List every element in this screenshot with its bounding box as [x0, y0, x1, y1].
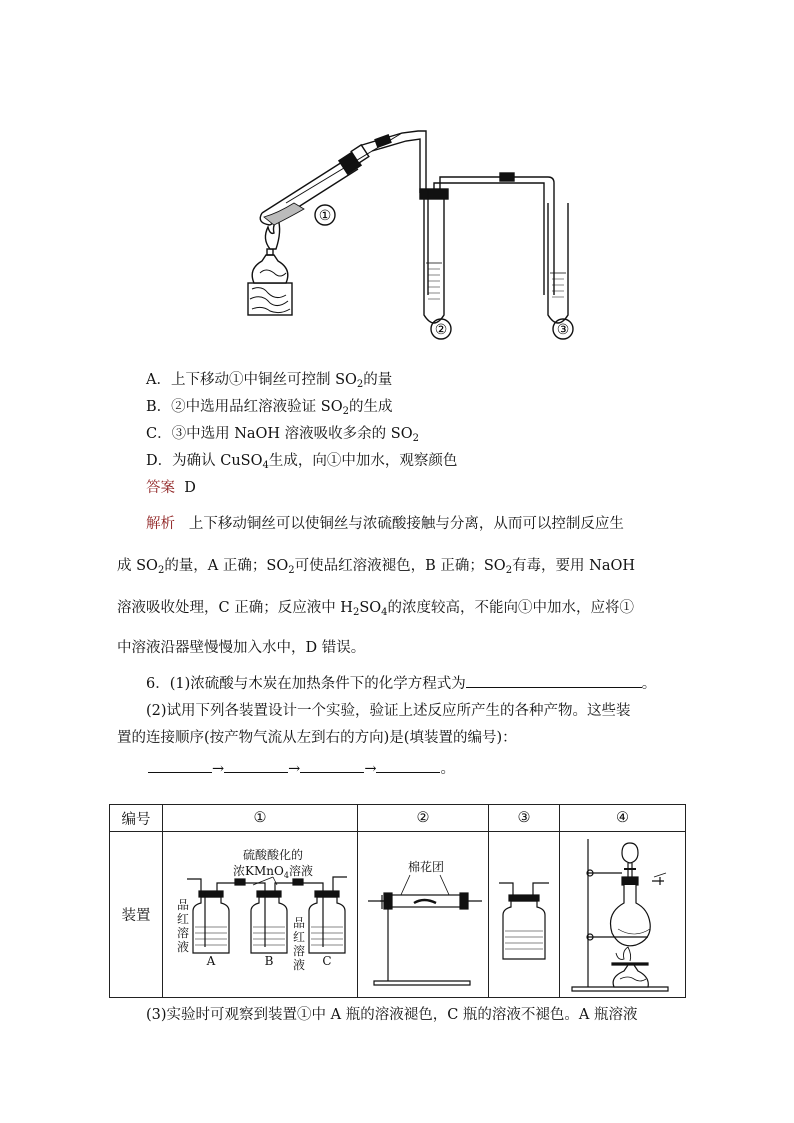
left-label-3: 溶 — [177, 925, 190, 940]
analysis-line-3: 溶液吸收处理，C 正确；反应液中 $H_2SO_4$的浓度较高，不能向①中加水，应将① — [117, 600, 635, 618]
right-label-3: 溶 — [293, 943, 306, 958]
equation-blank[interactable] — [466, 673, 642, 688]
sequence-blank-4[interactable] — [376, 758, 440, 773]
apparatus-figure — [222, 103, 604, 353]
apparatus-table — [109, 804, 686, 998]
left-label-2: 红 — [177, 911, 190, 926]
right-label-1: 品 — [293, 915, 306, 930]
figure-label-2: ② — [434, 322, 448, 338]
figure-label-3: ③ — [556, 322, 570, 338]
sequence-blank-3[interactable] — [300, 758, 364, 773]
option-c: C．③中选用 NaOH 溶液吸收多余的 $SO_2$ — [146, 426, 419, 444]
cotton-label: 棉花团 — [407, 859, 445, 874]
option-a: A．上下移动①中铜丝可控制 $SO_2$的量 — [146, 372, 393, 390]
apparatus-1-cell — [163, 832, 358, 998]
answer-value: D — [184, 480, 196, 496]
apparatus-3-drawing — [491, 835, 557, 995]
row-label: 装置 — [110, 832, 163, 998]
apparatus-2-drawing — [360, 835, 486, 995]
header-col-2: ② — [358, 805, 489, 832]
option-b: B．②中选用品红溶液验证 $SO_2$的生成 — [146, 399, 393, 417]
q6-part2-line1: (2)试用下列各装置设计一个实验，验证上述反应所产生的各种产物。这些装 — [146, 703, 631, 719]
sequence-blanks: → → → 。 — [148, 758, 455, 779]
left-label-4: 液 — [177, 939, 190, 954]
right-label-2: 红 — [293, 929, 306, 944]
apparatus-4-drawing — [568, 833, 678, 997]
bottle-c-label: C — [322, 953, 332, 968]
right-label-4: 液 — [293, 957, 306, 972]
analysis-line-1: 解析 上下移动铜丝可以使铜丝与浓硫酸接触与分离，从而可以控制反应生 — [146, 516, 624, 532]
header-col-4: ④ — [560, 805, 686, 832]
answer-label: 答案 — [146, 480, 175, 496]
q6-part2-line2: 置的连接顺序(按产物气流从左到右的方向)是(填装置的编号)： — [117, 730, 517, 746]
kmno4-label-2: 浓KMnO$_4$溶液 — [233, 863, 313, 880]
q6-part1: 6．(1)浓硫酸与木炭在加热条件下的化学方程式为 。 — [146, 673, 656, 694]
table-header-row — [110, 805, 686, 832]
apparatus-4-cell — [560, 832, 686, 998]
option-d: D．为确认 CuSO$_4$生成，向①中加水，观察颜色 — [146, 453, 458, 471]
left-label-1: 品 — [177, 897, 190, 912]
bottle-b-label: B — [264, 953, 274, 968]
bottle-a-label: A — [206, 953, 216, 968]
header-col-1: ① — [163, 805, 358, 832]
analysis-line-2: 成 $SO_2$的量，A 正确；$SO_2$可使品红溶液褪色，B 正确；$SO_2$有毒，要用 NaOH — [117, 558, 636, 576]
kmno4-label-1: 硫酸酸化的 — [242, 847, 304, 862]
header-label: 编号 — [110, 805, 163, 832]
answer-line — [146, 478, 196, 498]
apparatus-2-cell — [358, 832, 489, 998]
q6-part3: (3)实验时可观察到装置①中 A 瓶的溶液褪色，C 瓶的溶液不褪色。A 瓶溶液 — [146, 1007, 638, 1023]
analysis-label: 解析 — [146, 516, 175, 532]
apparatus-3-cell — [489, 832, 560, 998]
figure-label-1: ① — [318, 208, 332, 224]
apparatus-1-drawing — [165, 835, 355, 995]
table-apparatus-row — [110, 832, 686, 998]
analysis-line-4: 中溶液沿器壁慢慢加入水中，D 错误。 — [117, 640, 366, 656]
header-col-3: ③ — [489, 805, 560, 832]
sequence-blank-2[interactable] — [224, 758, 288, 773]
sequence-blank-1[interactable] — [148, 758, 212, 773]
